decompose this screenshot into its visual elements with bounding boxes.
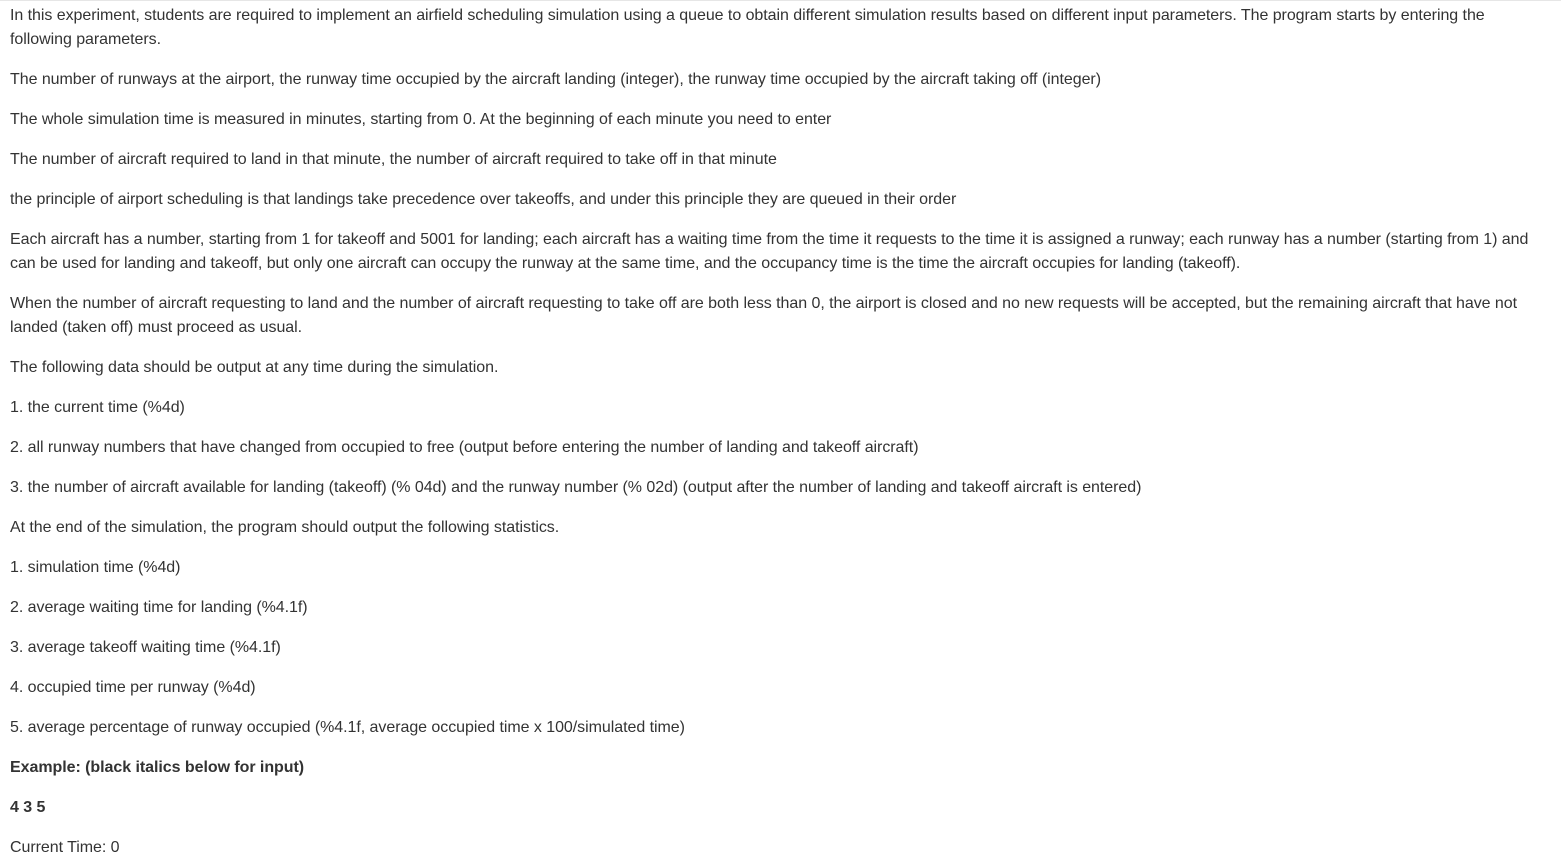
- intro-paragraph: In this experiment, students are required to implement an airfield scheduling simulation using a queue to obtain different simulation results based on different input parameters. The program starts by entering the following parameters.: [10, 7, 1485, 48]
- output-item: 3. the number of aircraft available for landing (takeoff) (% 04d) and the runway number (% 02d) (output after the number of landing and takeoff aircraft is entered): [10, 479, 1142, 496]
- scheduling-principle-paragraph: the principle of airport scheduling is that landings take precedence over takeoffs, and under this principle they are queued in their order: [10, 191, 957, 208]
- statistics-item: 3. average takeoff waiting time (%4.1f): [10, 639, 281, 656]
- simulation-time-paragraph: The whole simulation time is measured in minutes, starting from 0. At the beginning of each minute you need to enter: [10, 111, 832, 128]
- statistics-item: 2. average waiting time for landing (%4.1f): [10, 599, 308, 616]
- aircraft-numbering-paragraph: Each aircraft has a number, starting from 1 for takeoff and 5001 for landing; each aircraft has a waiting time from the time it requests to the time it is assigned a runway; each runway has a number (starting from 1) and can be used for landing and takeoff, but only one aircraft can occupy the runway at the same time, and the occupancy time is the time the aircraft occupies for landing (takeoff).: [10, 231, 1529, 272]
- output-item: 2. all runway numbers that have changed from occupied to free (output before entering the number of landing and takeoff aircraft): [10, 439, 919, 456]
- example-input: 4 3 5: [10, 799, 46, 816]
- per-minute-input-paragraph: The number of aircraft required to land in that minute, the number of aircraft required to take off in that minute: [10, 151, 777, 168]
- output-item: 1. the current time (%4d): [10, 399, 185, 416]
- document-body: [10, 4, 1550, 861]
- top-divider: [0, 0, 1561, 1]
- statistics-item: 5. average percentage of runway occupied (%4.1f, average occupied time x 100/simulated time): [10, 719, 685, 736]
- statistics-heading: At the end of the simulation, the program should output the following statistics.: [10, 519, 560, 536]
- example-output-line: Current Time: 0: [10, 839, 120, 856]
- input-parameters-paragraph: The number of runways at the airport, the runway time occupied by the aircraft landing (integer), the runway time occupied by the aircraft taking off (integer): [10, 71, 1101, 88]
- statistics-item: 4. occupied time per runway (%4d): [10, 679, 256, 696]
- statistics-item: 1. simulation time (%4d): [10, 559, 181, 576]
- airport-closing-paragraph: When the number of aircraft requesting to land and the number of aircraft requesting to take off are both less than 0, the airport is closed and no new requests will be accepted, but the remaining aircraft that have not landed (taken off) must proceed as usual.: [10, 295, 1517, 336]
- output-during-simulation-heading: The following data should be output at any time during the simulation.: [10, 359, 499, 376]
- example-heading: Example: (black italics below for input): [10, 759, 305, 776]
